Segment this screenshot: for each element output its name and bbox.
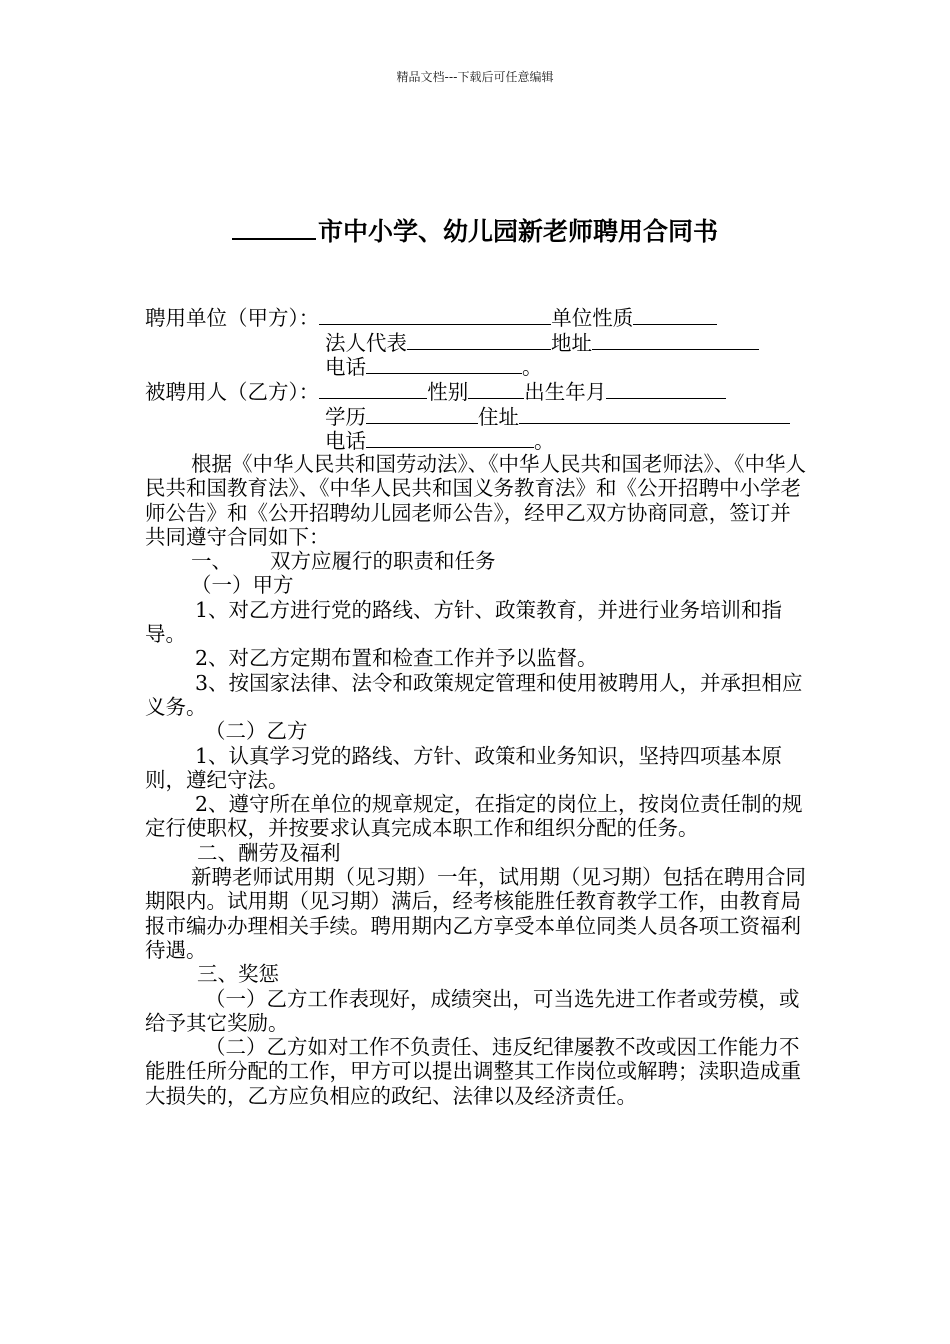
education-field[interactable] (366, 403, 478, 424)
title-text: 市中小学、幼儿园新老师聘用合同书 (317, 217, 718, 246)
city-blank[interactable] (232, 214, 316, 240)
party-a-phone-field[interactable] (366, 353, 522, 374)
gender-field[interactable] (468, 378, 524, 399)
party-b-phone-field[interactable] (366, 427, 534, 448)
party-a-address-label: 地址 (551, 331, 592, 355)
party-b-line-1 (145, 378, 726, 404)
birth-field[interactable] (606, 378, 726, 399)
party-a-label: 聘用单位（甲方）： (145, 306, 320, 330)
gender-label: 性别 (427, 380, 469, 404)
section-1-number: 一、 (191, 549, 232, 574)
party-b-name-field[interactable] (319, 378, 427, 399)
party-b-line-2 (325, 403, 790, 429)
section-1-a-item-2: 2、对乙方定期布置和检查工作并予以监督。 (195, 646, 598, 671)
page-header-note: 精品文档---下载后可任意编辑 (396, 70, 554, 84)
party-a-end-mark: 。 (522, 355, 543, 379)
unit-nature-field[interactable] (633, 304, 717, 325)
section-1-b-item-2: 2、遵守所在单位的规章规定，在指定的岗位上，按岗位责任制的规定行使职权，并按要求认真完成本职工作和组织分配的任务。 (145, 792, 803, 841)
section-3-item-2: （二）乙方如对工作不负责任、违反纪律屡教不改或因工作能力不能胜任所分配的工作，甲方可以提出调整其工作岗位或解聘；渎职造成重大损失的，乙方应负相应的政纪、法律以及经济责任。 (145, 1035, 801, 1108)
section-2-heading: 二、酬劳及福利 (197, 840, 341, 865)
party-a-phone-label: 电话 (325, 355, 366, 379)
party-a-name-field[interactable] (319, 304, 551, 325)
party-b-address-field[interactable] (519, 403, 790, 424)
unit-nature-label: 单位性质 (551, 306, 634, 330)
education-label: 学历 (325, 405, 366, 429)
party-b-line-3 (325, 427, 555, 453)
party-b-address-label: 住址 (478, 405, 519, 429)
intro-paragraph: 根据《中华人民共和国劳动法》、《中华人民共和国老师法》、《中华人民共和国教育法》、《中华人民共和国义务教育法》和《公开招聘中小学老师公告》和《公开招聘幼儿园老师公告》，经甲乙双方协商同意，签订并共同遵守合同如下： (145, 452, 806, 549)
party-a-address-field[interactable] (592, 329, 759, 350)
party-a-line-2 (325, 329, 759, 355)
party-b-label: 被聘用人（乙方）： (145, 380, 320, 404)
legal-rep-label: 法人代表 (325, 331, 407, 355)
section-3-heading: 三、奖惩 (197, 962, 279, 987)
section-1-b-item-1: 1、认真学习党的路线、方针、政策和业务知识，坚持四项基本原则，遵纪守法。 (145, 743, 783, 792)
legal-rep-field[interactable] (407, 329, 551, 350)
section-1-a-item-1: 1、对乙方进行党的路线、方针、政策教育，并进行业务培训和指导。 (145, 597, 783, 647)
section-1-heading (145, 549, 810, 573)
party-a-line-3 (325, 353, 543, 379)
section-1-a-heading: （一）甲方 (191, 573, 294, 598)
section-3-item-1: （一）乙方工作表现好，成绩突出，可当选先进工作者或劳模，或给予其它奖励。 (145, 986, 800, 1035)
party-b-end-mark: 。 (534, 429, 555, 453)
section-1-title: 双方应履行的职责和任务 (270, 549, 496, 574)
section-1-b-heading: （二）乙方 (205, 719, 308, 744)
party-a-line-1 (145, 304, 717, 330)
section-1-a-item-3: 3、按国家法律、法令和政策规定管理和使用被聘用人，并承担相应义务。 (145, 670, 803, 719)
contract-body (145, 452, 810, 1108)
birth-label: 出生年月 (524, 380, 607, 404)
document-title (0, 212, 950, 248)
party-b-phone-label: 电话 (325, 429, 366, 453)
section-2-paragraph: 新聘老师试用期（见习期）一年，试用期（见习期）包括在聘用合同期限内。试用期（见习期）满后，经考核能胜任教育教学工作，由教育局报市编办办理相关手续。聘用期内乙方享受本单位同类人员各项工资福利待遇。 (145, 865, 806, 962)
